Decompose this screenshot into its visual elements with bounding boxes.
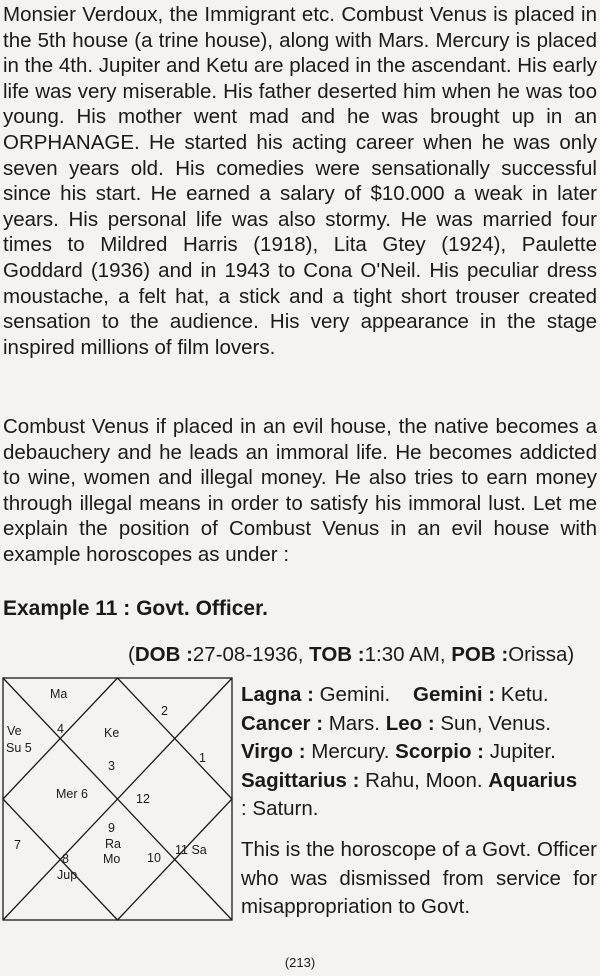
lagna-label: Lagna : xyxy=(241,683,314,706)
chart-label: Ma xyxy=(50,687,68,701)
open-paren: ( xyxy=(128,643,135,666)
cancer-label: Cancer : xyxy=(241,711,324,735)
planet-line xyxy=(241,681,597,710)
chart-label: Ke xyxy=(104,726,120,740)
lagna-value: Gemini. xyxy=(319,683,391,706)
horoscope-chart xyxy=(2,677,233,921)
chart-label: Mer 6 xyxy=(56,787,88,801)
virgo-label: Virgo : xyxy=(241,740,306,763)
chart-label: 1 xyxy=(199,751,206,765)
chart-label: Su 5 xyxy=(6,741,32,755)
cancer-value: Mars. xyxy=(328,711,380,735)
chart-label: Mo xyxy=(103,852,121,866)
dob-label: DOB : xyxy=(134,643,193,666)
sagittarius-label: Sagittarius : xyxy=(241,768,360,792)
chart-label: 10 xyxy=(147,851,161,865)
aquarius-value: : Saturn. xyxy=(241,797,319,820)
chart-label: Ve xyxy=(7,724,22,738)
horoscope-description: This is the horoscope of a Govt. Officer who was dismissed from service for misappropriation to Govt. xyxy=(241,838,597,919)
pob-label: POB : xyxy=(451,643,509,666)
planet-line xyxy=(241,767,597,796)
gemini-value: Ketu. xyxy=(500,683,549,706)
chart-label: 2 xyxy=(161,704,168,718)
scorpio-value: Jupiter. xyxy=(489,740,556,763)
leo-label: Leo : xyxy=(385,711,435,735)
page-number: (213) xyxy=(284,955,316,970)
chart-label: 4 xyxy=(57,722,64,736)
planet-line xyxy=(241,795,597,824)
planet-line xyxy=(241,710,597,739)
birth-details xyxy=(128,643,574,667)
leo-value: Sun, Venus. xyxy=(440,711,551,735)
body-paragraph: Monsier Verdoux, the Immigrant etc. Combust Venus is placed in the 5th house (a trine house), along with Mars. Mercury is placed in the 4th. Jupiter and Ketu are placed in the ascendant. His early life was very miserable. His father deserted him when he was too young. His mother went mad and he was brought up in an ORPHANAGE. He started his acting career when he was only seven years old. His comedies were sensationally successful since his start. He earned a salary of $10.000 a weak in later years. His personal life was also stormy. He was married four times to Mildred Harris (1918), Lita Gtey (1924), Paulette Goddard (1936) and in 1943 to Cona O'Neil. His peculiar dress moustache, a felt hat, a stick and a tight short trouser created sensation to the audience. His very appearance in the stage inspired millions of film lovers. xyxy=(3,3,597,359)
chart-label: 9 xyxy=(108,821,115,835)
chart-label: 7 xyxy=(14,838,21,852)
aquarius-label: Aquarius xyxy=(488,768,578,792)
virgo-value: Mercury. xyxy=(311,740,390,763)
scorpio-label: Scorpio : xyxy=(395,740,485,763)
body-paragraph: Combust Venus if placed in an evil house, the native becomes a debauchery and he leads an immoral life. He becomes addicted to wine, women and illegal money. He also tries to earn money through illegal means in order to satisfy his immoral lust. Let me explain the position of Combust Venus in an evil house with example horoscopes as under : xyxy=(3,415,597,566)
chart-label: Jup xyxy=(57,868,78,882)
chart-label: Ra xyxy=(105,837,121,851)
gemini-label: Gemini : xyxy=(413,683,496,706)
chart-label: 3 xyxy=(108,759,115,773)
tob-value: 1:30 AM, xyxy=(364,643,446,666)
example-heading: Example 11 : Govt. Officer. xyxy=(3,597,268,620)
planet-positions xyxy=(241,681,597,824)
chart-label: 12 xyxy=(136,792,150,806)
planet-line xyxy=(241,738,597,767)
sagittarius-value: Rahu, Moon. xyxy=(365,768,483,792)
chart-label: 11 Sa xyxy=(175,843,207,857)
pob-value: Orissa) xyxy=(508,643,575,666)
dob-value: 27-08-1936, xyxy=(192,643,304,666)
tob-label: TOB : xyxy=(309,643,365,666)
chart-label: 8 xyxy=(62,852,69,866)
